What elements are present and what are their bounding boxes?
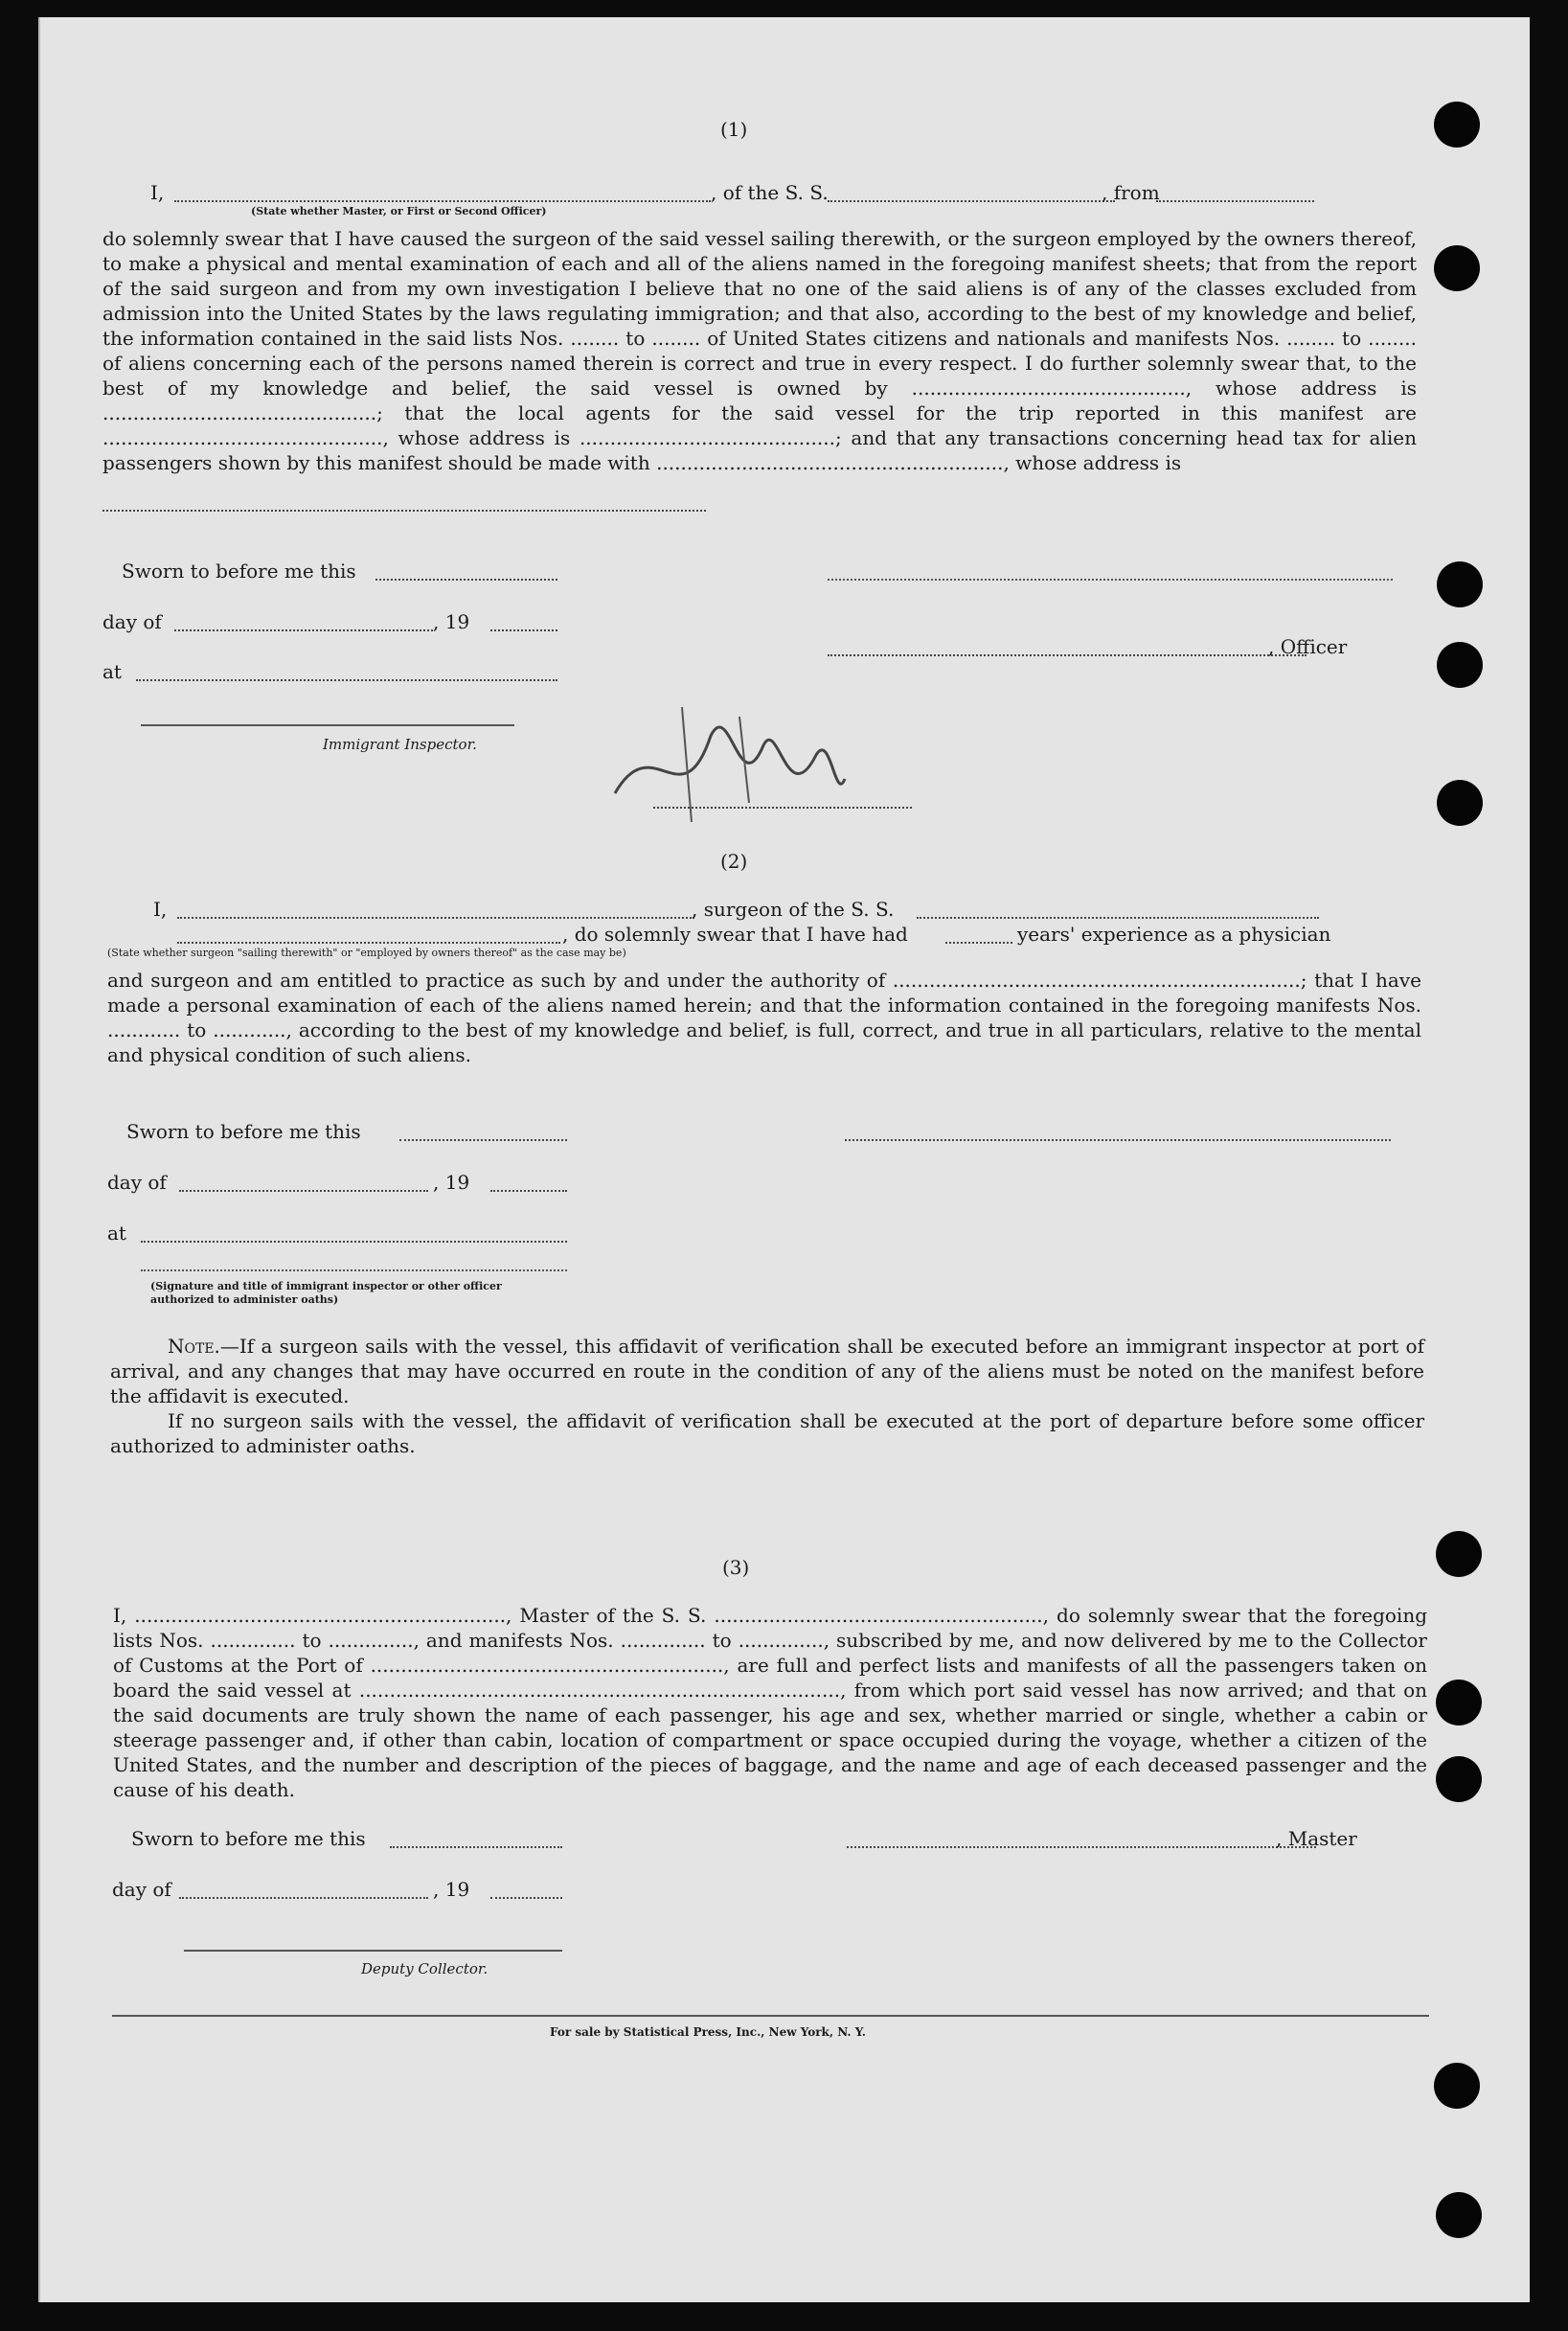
section2-surgeon-note: (State whether surgeon "sailing therewith" or "employed by owners thereof" as the case may be) (107, 947, 626, 959)
section2-swear: , do solemnly swear that I have had (562, 923, 908, 946)
punch-hole (1436, 1531, 1482, 1577)
section3-deputy-label: Deputy Collector. (361, 1960, 489, 1977)
section3-day-of: day of (112, 1878, 171, 1901)
section1-day-of: day of (102, 610, 162, 633)
section2-number: (2) (720, 850, 748, 873)
section2-i: I, (153, 898, 168, 921)
section1-officer-note: (State whether Master, or First or Second Officer) (251, 205, 547, 217)
section2-sworn: Sworn to before me this (126, 1120, 361, 1143)
section2-day-of: day of (107, 1171, 167, 1194)
footer-printer: For sale by Statistical Press, Inc., New York, N. Y. (550, 2025, 866, 2039)
section1-inspector-label: Immigrant Inspector. (323, 736, 477, 753)
section2-surgeon: , surgeon of the S. S. (692, 898, 895, 921)
punch-hole (1436, 1680, 1482, 1725)
section3-number: (3) (722, 1556, 750, 1579)
section2-years: years' experience as a physician (1017, 923, 1331, 946)
section1-i: I, (150, 181, 165, 204)
punch-hole (1434, 2063, 1480, 2109)
section1-of-ss: , of the S. S. (711, 181, 829, 204)
section3-master-label: , Master (1276, 1827, 1357, 1850)
form-sheet (38, 17, 1530, 2302)
punch-hole (1434, 245, 1480, 291)
section1-body: do solemnly swear that I have caused the surgeon of the said vessel sailing therewith, or the surgeon employed by the owners thereof, to make a physical and mental examination of each and all of the aliens named in the foregoing manifest sheets; that from the report of the said surgeon and from my own investigation I believe that no one of the said aliens is of any of the classes excluded from admission into the United States by the laws regulating immigration; and that also, according to the best of my knowledge and belief, the information contained in the said lists Nos. ........ to ........ of United States citizens and nationals and manifests Nos. ........ to ........ of aliens concerning each of the persons named therein is correct and true in every respect. I do further solemnly swear that, to the best of my knowledge and belief, the said vessel is owned by ............................................., whose address is .............................................; that the local agents for the said vessel for the trip reported in this manifest are .............................................., whose address is ..........................................; and that any transactions concerning head tax for alien passengers shown by this manifest should be made with ........................................................., whose address is (102, 227, 1417, 474)
section2-nineteen: , 19 (433, 1171, 470, 1194)
section1-at: at (102, 660, 122, 683)
punch-hole (1434, 102, 1480, 148)
section1-officer-label: , Officer (1268, 635, 1348, 658)
punch-hole (1437, 642, 1483, 688)
note-text-2: If no surgeon sails with the vessel, the affidavit of verification shall be executed at the port of departure before some officer authorized to administer oaths. (110, 1409, 1424, 1457)
section1-nineteen: , 19 (433, 610, 470, 633)
section2-at: at (107, 1222, 126, 1245)
section2-signature-note: (Signature and title of immigrant inspector or other officer authorized to administer oaths) (150, 1280, 502, 1306)
punch-hole (1437, 780, 1483, 826)
punch-hole (1436, 2192, 1482, 2238)
section3-nineteen: , 19 (433, 1878, 470, 1901)
note-text-1: —If a surgeon sails with the vessel, this affidavit of verification shall be executed before an immigrant inspector at port of arrival, and any changes that may have occurred en route in the condition of any of the aliens must be noted on the manifest before the affidavit is executed. (110, 1335, 1424, 1407)
punch-hole (1436, 1756, 1482, 1802)
note-heading: Note. (168, 1335, 220, 1358)
section1-sworn: Sworn to before me this (122, 560, 356, 583)
section1-number: (1) (720, 118, 748, 141)
signature-scribble (596, 688, 854, 832)
section1-from: , from (1102, 181, 1160, 204)
section3-body: I, ............................................................., Master of the S. S. ......................................................, do solemnly swear that the foregoing lists Nos. .............. to .............., and manifests Nos. .............. to .............., subscribed by me, and now delivered by me to the Collector of Customs at the Port of .........................................................., are full and perfect lists and manifests of all the passengers taken on board the said vessel at ..............................................................................., from which port said vessel has now arrived; and that on the said documents are truly shown the name of each passenger, his age and sex, whether married or single, whether a cabin or steerage passenger and, if other than cabin, location of compartment or space occupied during the voyage, whether a citizen of the United States, and the number and description of the pieces of baggage, and the name and age of each deceased passenger and the cause of his death. (113, 1604, 1427, 1801)
punch-hole (1437, 561, 1483, 607)
section3-sworn: Sworn to before me this (131, 1827, 366, 1850)
section2-body: and surgeon and am entitled to practice as such by and under the authority of ...................................................................; that I have made a personal examination of each of the aliens named herein; and that the information contained in the foregoing manifests Nos. ............ to ............, according to the best of my knowledge and belief, is full, correct, and true in all particulars, relative to the mental and physical condition of such aliens. (107, 969, 1421, 1066)
note-paragraph (110, 1334, 1424, 1408)
